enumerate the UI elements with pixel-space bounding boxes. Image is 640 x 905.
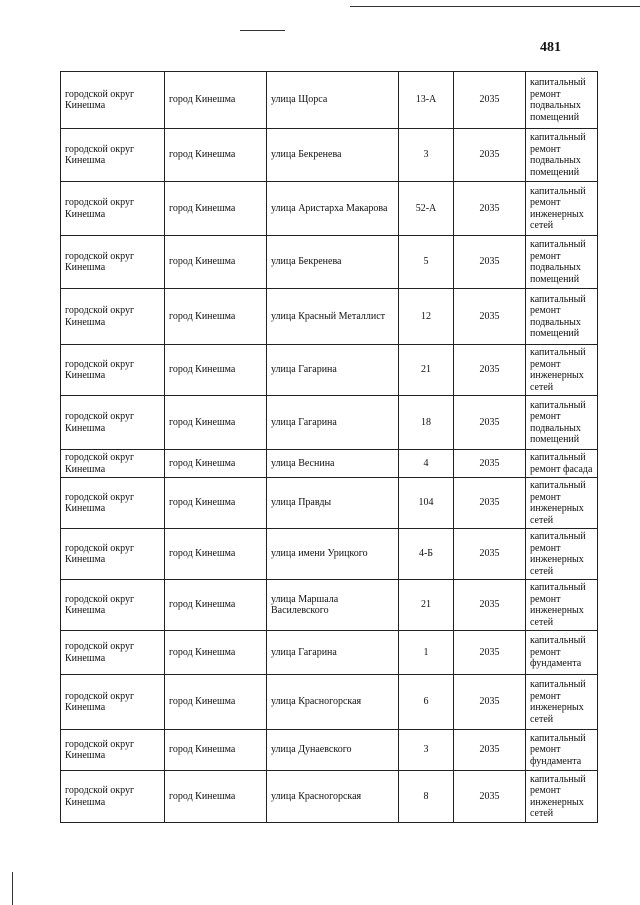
house-number-cell: 13-А xyxy=(399,72,454,129)
house-number-cell: 3 xyxy=(399,129,454,182)
district-cell: городской округ Кинешма xyxy=(61,129,165,182)
street-cell: улица Правды xyxy=(267,478,399,529)
year-cell: 2035 xyxy=(454,236,526,289)
district-cell: городской округ Кинешма xyxy=(61,182,165,236)
street-cell: улица Бекренева xyxy=(267,236,399,289)
table-row xyxy=(61,182,598,236)
city-cell: город Кинешма xyxy=(165,289,267,345)
street-cell: улица Гагарина xyxy=(267,631,399,675)
street-cell: улица Красногорская xyxy=(267,675,399,730)
table-row xyxy=(61,771,598,823)
district-cell: городской округ Кинешма xyxy=(61,450,165,478)
district-cell: городской округ Кинешма xyxy=(61,289,165,345)
city-cell: город Кинешма xyxy=(165,478,267,529)
city-cell: город Кинешма xyxy=(165,396,267,450)
district-cell: городской округ Кинешма xyxy=(61,396,165,450)
house-number-cell: 4 xyxy=(399,450,454,478)
work-type-cell: капитальный ремонт инженерных сетей xyxy=(526,580,598,631)
house-number-cell: 4-Б xyxy=(399,529,454,580)
house-number-cell: 3 xyxy=(399,730,454,771)
street-cell: улица Гагарина xyxy=(267,345,399,396)
year-cell: 2035 xyxy=(454,396,526,450)
work-type-cell: капитальный ремонт подвальных помещений xyxy=(526,72,598,129)
year-cell: 2035 xyxy=(454,631,526,675)
city-cell: город Кинешма xyxy=(165,580,267,631)
work-type-cell: капитальный ремонт инженерных сетей xyxy=(526,771,598,823)
city-cell: город Кинешма xyxy=(165,730,267,771)
table-row xyxy=(61,580,598,631)
house-number-cell: 6 xyxy=(399,675,454,730)
city-cell: город Кинешма xyxy=(165,771,267,823)
street-cell: улица имени Урицкого xyxy=(267,529,399,580)
year-cell: 2035 xyxy=(454,478,526,529)
house-number-cell: 18 xyxy=(399,396,454,450)
district-cell: городской округ Кинешма xyxy=(61,675,165,730)
year-cell: 2035 xyxy=(454,730,526,771)
house-number-cell: 21 xyxy=(399,345,454,396)
work-type-cell: капитальный ремонт подвальных помещений xyxy=(526,396,598,450)
city-cell: город Кинешма xyxy=(165,345,267,396)
year-cell: 2035 xyxy=(454,771,526,823)
street-cell: улица Маршала Василевского xyxy=(267,580,399,631)
year-cell: 2035 xyxy=(454,345,526,396)
year-cell: 2035 xyxy=(454,129,526,182)
table-row xyxy=(61,236,598,289)
table-body xyxy=(61,72,598,823)
work-type-cell: капитальный ремонт инженерных сетей xyxy=(526,675,598,730)
work-type-cell: капитальный ремонт инженерных сетей xyxy=(526,345,598,396)
table-row xyxy=(61,72,598,129)
scan-artifact-top-dash xyxy=(240,30,285,31)
street-cell: улица Веснина xyxy=(267,450,399,478)
city-cell: город Кинешма xyxy=(165,675,267,730)
district-cell: городской округ Кинешма xyxy=(61,771,165,823)
street-cell: улица Аристарха Макарова xyxy=(267,182,399,236)
city-cell: город Кинешма xyxy=(165,182,267,236)
table-row xyxy=(61,529,598,580)
table-row xyxy=(61,730,598,771)
table-row xyxy=(61,631,598,675)
work-type-cell: капитальный ремонт фундамента xyxy=(526,730,598,771)
work-type-cell: капитальный ремонт подвальных помещений xyxy=(526,129,598,182)
city-cell: город Кинешма xyxy=(165,129,267,182)
year-cell: 2035 xyxy=(454,529,526,580)
scan-artifact-top-line xyxy=(350,6,640,7)
work-type-cell: капитальный ремонт подвальных помещений xyxy=(526,236,598,289)
district-cell: городской округ Кинешма xyxy=(61,580,165,631)
district-cell: городской округ Кинешма xyxy=(61,236,165,289)
page-number: 481 xyxy=(540,40,561,55)
street-cell: улица Бекренева xyxy=(267,129,399,182)
street-cell: улица Дунаевского xyxy=(267,730,399,771)
table-row xyxy=(61,129,598,182)
district-cell: городской округ Кинешма xyxy=(61,631,165,675)
house-number-cell: 21 xyxy=(399,580,454,631)
house-number-cell: 52-А xyxy=(399,182,454,236)
work-type-cell: капитальный ремонт инженерных сетей xyxy=(526,182,598,236)
city-cell: город Кинешма xyxy=(165,529,267,580)
work-type-cell: капитальный ремонт инженерных сетей xyxy=(526,478,598,529)
work-type-cell: капитальный ремонт подвальных помещений xyxy=(526,289,598,345)
house-number-cell: 104 xyxy=(399,478,454,529)
street-cell: улица Щорса xyxy=(267,72,399,129)
house-number-cell: 12 xyxy=(399,289,454,345)
city-cell: город Кинешма xyxy=(165,450,267,478)
street-cell: улица Красный Металлист xyxy=(267,289,399,345)
street-cell: улица Красногорская xyxy=(267,771,399,823)
table-row xyxy=(61,396,598,450)
table-row xyxy=(61,450,598,478)
scan-artifact-left-edge xyxy=(12,872,13,905)
house-number-cell: 1 xyxy=(399,631,454,675)
work-type-cell: капитальный ремонт инженерных сетей xyxy=(526,529,598,580)
year-cell: 2035 xyxy=(454,580,526,631)
street-cell: улица Гагарина xyxy=(267,396,399,450)
district-cell: городской округ Кинешма xyxy=(61,730,165,771)
year-cell: 2035 xyxy=(454,289,526,345)
city-cell: город Кинешма xyxy=(165,236,267,289)
city-cell: город Кинешма xyxy=(165,631,267,675)
year-cell: 2035 xyxy=(454,450,526,478)
district-cell: городской округ Кинешма xyxy=(61,72,165,129)
work-type-cell: капитальный ремонт фасада xyxy=(526,450,598,478)
year-cell: 2035 xyxy=(454,675,526,730)
district-cell: городской округ Кинешма xyxy=(61,529,165,580)
district-cell: городской округ Кинешма xyxy=(61,478,165,529)
house-number-cell: 5 xyxy=(399,236,454,289)
work-type-cell: капитальный ремонт фундамента xyxy=(526,631,598,675)
table-row xyxy=(61,478,598,529)
table-row xyxy=(61,289,598,345)
house-number-cell: 8 xyxy=(399,771,454,823)
district-cell: городской округ Кинешма xyxy=(61,345,165,396)
year-cell: 2035 xyxy=(454,182,526,236)
table-row xyxy=(61,345,598,396)
table-row xyxy=(61,675,598,730)
city-cell: город Кинешма xyxy=(165,72,267,129)
housing-repair-table xyxy=(60,71,598,823)
year-cell: 2035 xyxy=(454,72,526,129)
